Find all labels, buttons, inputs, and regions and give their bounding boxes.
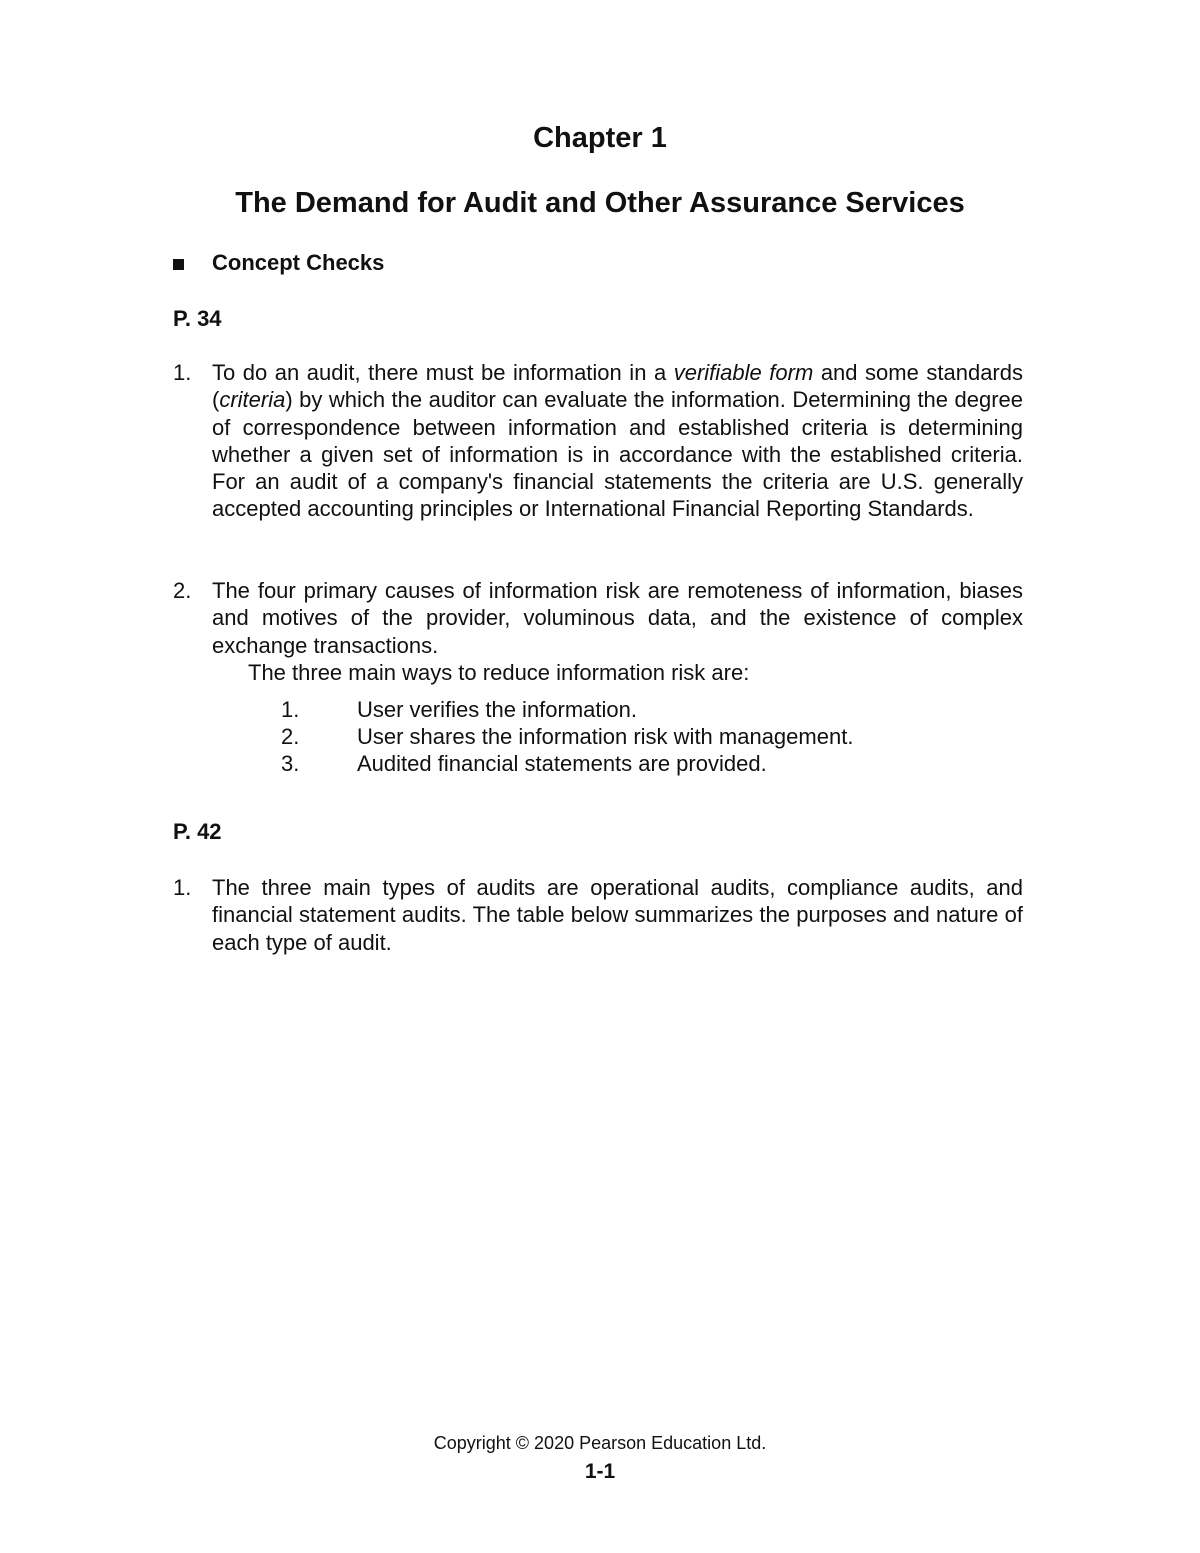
chapter-title: Chapter 1 — [533, 122, 667, 154]
list-item-number: 1. — [173, 360, 192, 385]
square-bullet-icon — [173, 259, 184, 270]
list-item-text: To do an audit, there must be information in a verifiable form and some standards (criteria) by which the auditor can evaluate the information. Determining the degree of correspondence between information and established criteria is determining whether a given set of information is in accordance with the established criteria. For an audit of a company's financial statements the criteria are U.S. generally accepted accounting principles or International Financial Reporting Standards. — [212, 360, 1023, 522]
list-item-number: 2. — [173, 578, 192, 603]
list-item: 1. User verifies the information. — [281, 696, 637, 722]
section-heading-label: Concept Checks — [212, 250, 385, 275]
section-heading — [173, 250, 384, 276]
risk-reduction-rows — [212, 696, 1023, 777]
list-item-p42-1 — [173, 874, 1023, 956]
list-item-p34-1 — [173, 359, 1023, 523]
list-item-p34-2 — [173, 577, 1023, 777]
list-item: 3. Audited financial statements are provided. — [281, 750, 767, 776]
risk-reduction-lead: The three main ways to reduce information risk are: — [248, 659, 750, 685]
risk-reduction-list — [212, 659, 1023, 777]
list-item-text: The four primary causes of information risk are remoteness of information, biases and motives of the provider, voluminous data, and the existence of complex exchange transactions. — [212, 578, 1023, 658]
page-ref-p34: P. 34 — [173, 306, 222, 331]
footer-copyright: Copyright © 2020 Pearson Education Ltd. — [433, 1433, 767, 1453]
list-item-text: The three main types of audits are operational audits, compliance audits, and financial statement audits. The table below summarizes the purposes and nature of each type of audit. — [212, 875, 1023, 955]
footer-page-number: 1-1 — [584, 1460, 616, 1483]
list-item-number: 1. — [173, 875, 192, 900]
list-item: 2. User shares the information risk with management. — [281, 723, 854, 749]
document-title: The Demand for Audit and Other Assurance Services — [235, 187, 965, 219]
page-ref-p42: P. 42 — [173, 819, 222, 844]
